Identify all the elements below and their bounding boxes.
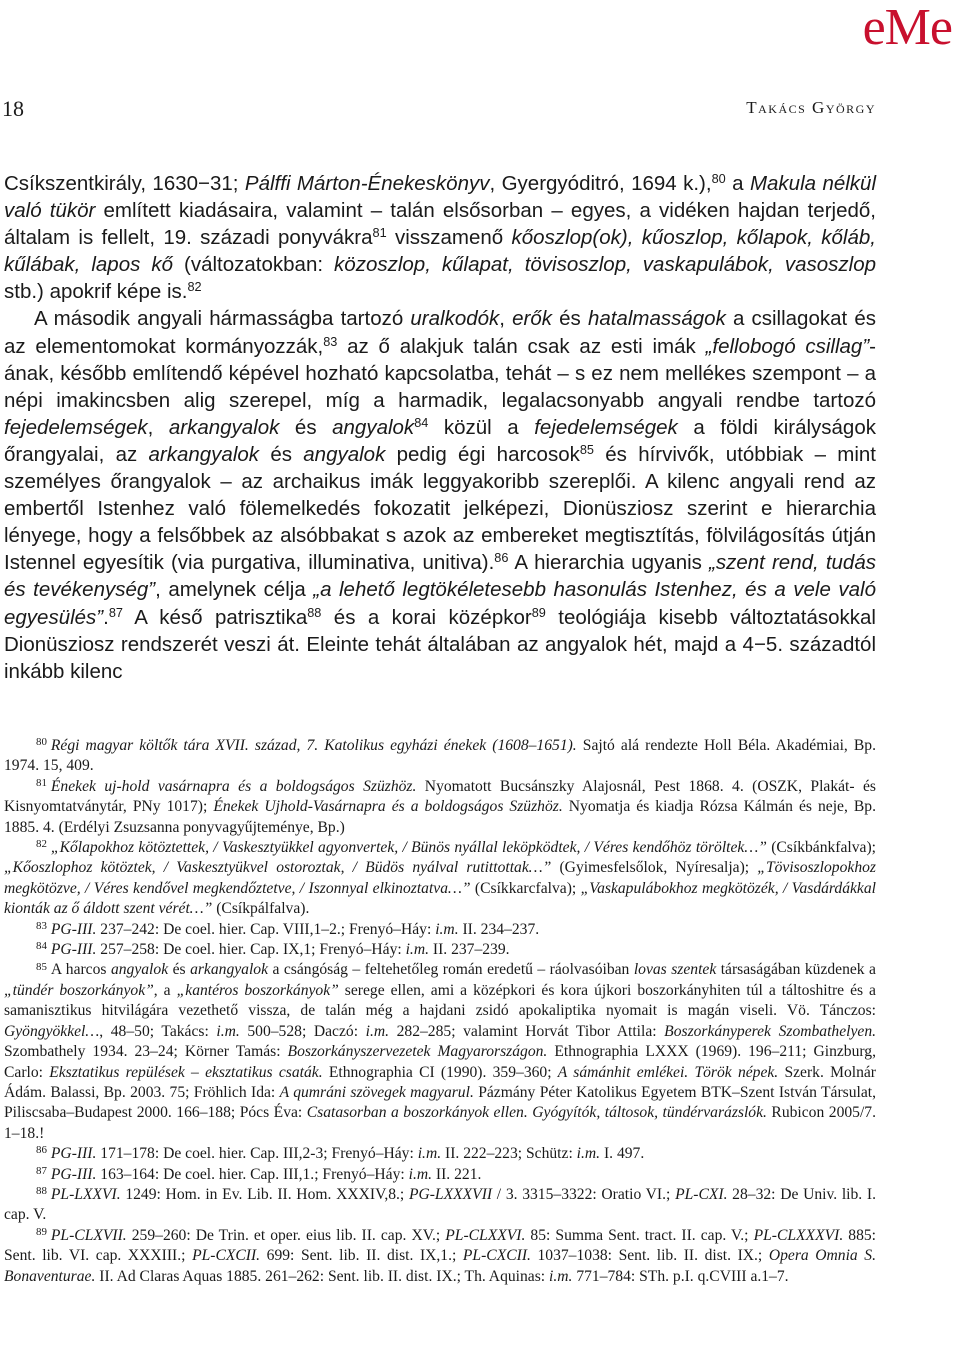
italic-text: „Tövisoszlopokhoz megkötözve, / Véres kendővel megkendőztetve, / Iszonnyal elkinoztatva…” — [4, 859, 876, 897]
text-run: I. 497. — [600, 1145, 645, 1163]
text-run: 259–260: De Trin. et oper. eius lib. II. cap. XV.; — [126, 1226, 446, 1244]
text-run: , a — [153, 981, 177, 999]
italic-text: Opera Omnia S. Bonaventurae. — [4, 1247, 876, 1285]
text-run: 28–32: De Univ. lib. I. cap. V. — [4, 1185, 876, 1224]
italic-text: PG-III. — [50, 941, 97, 959]
text-run: II. 237–239. — [428, 941, 510, 959]
text-run: serege ellen, ami a középkori és kora újkori boszorkányhiten túl a táltoshitre és a samanisztikus hitvilágára vezethető vissza, de talán még a hajdani zsidó apokaliptika nyomait is magán viseli. Vö. Tánczos: — [4, 981, 876, 1020]
footnote — [4, 838, 876, 920]
text-run: . — [103, 605, 109, 629]
footnote-number: 84 — [36, 940, 47, 953]
italic-text: Régi magyar költők tára XVII. század, 7. Katolikus egyházi énekek (1608–1651). — [50, 737, 577, 754]
text-run: és — [279, 415, 333, 439]
running-head-author: Takács György — [746, 98, 876, 117]
text-run: A harcos — [50, 961, 111, 979]
text-run: Csíkszentkirály, 1630−31; — [4, 172, 245, 195]
paragraph — [4, 170, 876, 305]
italic-text: Gyöngyökkel… — [4, 1022, 100, 1040]
text-run: -ának, később említendő képével hozható kapcsolatba, tehát – s ez nem mellékes szempont – a népi imakincsben alig szerepel, míg a harmadik, legalacsonyabb angyali rendbe tartozó — [4, 334, 876, 412]
text-run: Rubicon 2005/7. 1–18.! — [4, 1104, 876, 1142]
footnote — [4, 777, 876, 838]
footnote-ref: 87 — [108, 604, 123, 620]
footnote-number: 87 — [36, 1164, 47, 1177]
italic-text: PL-CLXXXVI. — [753, 1226, 844, 1244]
footnote-number: 85 — [36, 960, 47, 973]
italic-text: PL-CLXXVI. — [445, 1226, 526, 1244]
italic-text: PL-CLXVII. — [50, 1226, 127, 1244]
text-run: 163–164: De coel. hier. Cap. III,1.; Frenyó–Háy: — [96, 1165, 409, 1183]
footnote-ref: 80 — [711, 171, 726, 187]
text-run: Ethnographia CI (1990). 359–360; — [322, 1063, 558, 1081]
text-run: II. 221. — [432, 1165, 482, 1183]
text-run: , Gyergyóditró, 1694 k.), — [489, 172, 712, 195]
footnote-number: 88 — [36, 1185, 47, 1198]
footnote-number: 83 — [36, 919, 47, 932]
italic-text: Csatasorban a boszorkányok ellen. Gyógyítók, táltosok, tündérvarázslók. — [306, 1104, 767, 1122]
italic-text: Boszorkányszervezetek Magyarországon. — [287, 1043, 548, 1061]
text-run: 699: Sent. lib. II. dist. IX,1.; — [260, 1247, 463, 1265]
text-run: és — [259, 442, 304, 466]
text-run: és a korai középkor — [321, 605, 532, 629]
text-run: 237–242: De coel. hier. Cap. VIII,1–2.; Frenyó–Háy: — [96, 920, 436, 938]
text-run: Nyomatja és kiadja Rózsa Kálmán és neje, Bp. 1885. 4. (Erdélyi Zsuzsanna ponyvagyűjteménye, Bp.) — [4, 798, 876, 836]
italic-text: PL-CXCII. — [462, 1247, 531, 1265]
italic-text: PL-CXI. — [675, 1185, 728, 1203]
italic-text: PG-LXXXVII — [408, 1185, 493, 1203]
text-run: 885: Sent. lib. VI. cap. XXXIII.; — [4, 1226, 877, 1265]
italic-text: „tündér boszorkányok” — [4, 981, 154, 999]
text-run: A hierarchia ugyanis — [508, 551, 710, 575]
text-run: 282–285; valamint Horvát Tibor Attila: — [389, 1022, 665, 1040]
footnote — [4, 960, 876, 1144]
footnote — [4, 1185, 876, 1226]
text-run: pedig égi harcosok — [385, 442, 580, 466]
text-run: A második angyali hármasságba tartozó — [34, 307, 411, 331]
text-run: (Csíkbánkfalva); — [766, 839, 876, 857]
text-run: (változatokban: — [173, 253, 335, 277]
italic-text: PL-CXCII. — [192, 1247, 261, 1265]
main-text — [4, 170, 876, 685]
text-run: és — [552, 307, 588, 331]
footnote-ref: 88 — [307, 604, 322, 620]
text-run: Nyomatott Bucsánszky Alajosnál, Pest 1868. 4. (OSZK, Plakát- és Kisnyomtatványtár, PNy 1017); — [4, 777, 876, 816]
italic-text: Makula nélkül való tükör — [4, 172, 877, 223]
footnote — [4, 736, 876, 777]
italic-text: fejedelemségek — [534, 415, 678, 439]
text-run: , amelynek célja — [155, 578, 314, 602]
footnote — [4, 940, 876, 960]
footnote-number: 86 — [36, 1144, 47, 1157]
text-run: (Csíkpálfalva). — [212, 900, 310, 918]
italic-text: i.m. — [365, 1022, 390, 1040]
italic-text: „szent rend, tudás és tevékenység” — [4, 551, 876, 602]
footnote-number: 80 — [36, 736, 47, 749]
text-run: visszamenő — [386, 226, 512, 250]
italic-text: i.m. — [408, 1165, 433, 1183]
footnote-ref: 82 — [187, 279, 202, 295]
footnote-number: 89 — [36, 1225, 47, 1238]
text-run: (Gyimesfelsőlok, Nyíresalja); — [551, 859, 758, 877]
text-run: , — [499, 307, 513, 331]
text-run: 171–178: De coel. hier. Cap. III,2-3; Frenyó–Háy: — [96, 1145, 418, 1163]
italic-text: i.m. — [576, 1145, 601, 1163]
text-run: és — [168, 961, 191, 979]
italic-text: „Kőlapokhoz kötöztettek, / Vaskesztyükkel agyonvertek, / Bünös nyállal leköpködtek, / Véres kendőhöz töröltek…” — [50, 839, 767, 857]
footnote — [4, 1226, 876, 1287]
italic-text: Eksztatikus repülések – eksztatikus csaták. — [49, 1063, 323, 1081]
text-run: 1037–1038: Sent. lib. II. dist. IX.; — [530, 1247, 769, 1265]
text-run: Szombathely 1934. 23–24; Körner Tamás: — [4, 1043, 288, 1061]
footnote-number: 81 — [36, 776, 47, 789]
italic-text: angyalok — [332, 415, 415, 439]
italic-text: arkangyalok — [148, 442, 260, 466]
italic-text: Boszorkányperek Szombathelyen. — [664, 1022, 877, 1040]
italic-text: A sámánhit emlékei. Török népek. — [557, 1063, 779, 1081]
italic-text: „fellobogó csillag” — [705, 334, 870, 358]
text-run: stb.) apokrif képe is. — [4, 280, 188, 304]
text-run: Ethnographia LXXX (1969). 196–211; Ginzburg, Carlo: — [4, 1043, 876, 1081]
text-run: Pázmány Péter Katolikus Egyetem BTK–Szent István Társulat, Piliscsaba–Budapest 2000. 166–188; Pócs Éva: — [4, 1083, 877, 1122]
footnote-ref: 84 — [414, 414, 429, 430]
italic-text: Énekek Ujhold-Vasárnapra és a boldogságos Szüzhöz. — [213, 798, 563, 816]
italic-text: i.m. — [435, 920, 459, 938]
journal-logo: eMe — [862, 0, 952, 56]
text-run: (Csíkkarcfalva); — [470, 879, 581, 897]
paragraph — [4, 305, 876, 684]
italic-text: Pálffi Márton-Énekeskönyv — [244, 172, 490, 195]
italic-text: PL-LXXVI. — [50, 1185, 121, 1203]
text-run: teológiája kisebb változtatásokkal Dionüsziosz rendszerét veszi át. Eleinte tehát általában az angyalok hét, majd a 4−5. századtól inkább kilenc — [4, 605, 876, 683]
italic-text: Énekek uj-hold vasárnapra és a boldogságos Szüzhöz. — [50, 777, 417, 795]
italic-text: angyalok — [303, 442, 386, 466]
text-run: társaságában küzdenek a — [716, 961, 876, 979]
text-run: 500–528; Daczó: — [239, 1022, 366, 1040]
footnote — [4, 1144, 876, 1164]
text-run: közül a — [428, 415, 535, 439]
italic-text: i.m. — [417, 1145, 442, 1163]
footnote-ref: 86 — [494, 550, 509, 566]
italic-text: A qumráni szövegek magyarul. — [279, 1083, 474, 1101]
italic-text: arkangyalok — [190, 961, 269, 979]
italic-text: PG-III. — [50, 1145, 97, 1163]
text-run: az ő alakjuk talán csak az esti imák — [337, 334, 706, 358]
italic-text: „kantéros boszorkányok” — [176, 981, 339, 999]
footnote-ref: 89 — [531, 604, 546, 620]
italic-text: angyalok — [110, 961, 169, 979]
footnote-ref: 83 — [323, 333, 338, 349]
footnotes — [4, 736, 876, 1287]
page-number: 18 — [2, 96, 24, 121]
text-run: 85: Summa Sent. tract. II. cap. V.; — [525, 1226, 754, 1244]
italic-text: PG-III. — [50, 920, 97, 938]
text-run: II. 234–237. — [458, 920, 540, 938]
italic-text: közoszlop, kűlapat, tövisoszlop, vaskapulábok, vasoszlop — [334, 253, 877, 277]
text-run: 1249: Hom. in Ev. Lib. II. Hom. XXXIV,8.; — [120, 1185, 409, 1203]
italic-text: fejedelemségek — [4, 415, 148, 439]
text-run: említett kiadásaira, valamint – talán elsősorban – egyes, a vidéken hajdan terjedő, általam is fellelt, 19. századi ponyvákra — [4, 199, 876, 250]
text-run: Sajtó alá rendezte Holl Béla. Akadémiai, Bp. 1974. 15, 409. — [4, 737, 876, 775]
italic-text: „a lehető legtökéletesebb hasonulás Istenhez, és a vele való egyesülés” — [4, 578, 876, 629]
text-run: és hírvivők, utóbbiak – mint személyes őrangyalok – az archaikus imák leggyakoribb szereplői. A kilenc angyali rend az embertől Istenhez való fölemelkedés fokozatit jelképezi, Dionüsziosz szerint e hierarchia lényege, hogy a felsőbbek az alsóbbakat s azok az embereket megtisztítás, fölvilágosítás útján Istennel egyesítik (via purgativa, illuminativa, unitiva). — [4, 442, 876, 575]
footnote-ref: 81 — [372, 225, 387, 241]
italic-text: i.m. — [549, 1267, 573, 1285]
footnote — [4, 1165, 876, 1185]
text-run: a földi királyságok őrangyalai, az — [4, 415, 876, 466]
text-run: a — [725, 172, 750, 195]
text-run: a csángóság – feltehetőleg román eredetű – ráolvasóiban — [268, 961, 634, 979]
text-run: 257–258: De coel. hier. Cap. IX,1; Frenyó–Háy: — [96, 941, 406, 959]
italic-text: i.m. — [216, 1022, 240, 1040]
italic-text: „Vaskapulábokhoz megkötözék, / Vasdárdákkal kionták az ő áldott szent vérét…” — [4, 879, 876, 918]
italic-text: uralkodók — [410, 307, 500, 331]
italic-text: arkangyalok — [168, 415, 280, 439]
text-run: 771–784: STh. p.I. q.CVIII a.1–7. — [572, 1267, 789, 1285]
text-run: II. Ad Claras Aquas 1885. 261–262: Sent. lib. II. dist. IX.; Th. Aquinas: — [95, 1267, 550, 1285]
text-run: , 48–50; Takács: — [99, 1022, 217, 1040]
text-run: Szerk. Molnár Ádám. Balassi, Bp. 2003. 75; Fröhlich Ida: — [4, 1063, 876, 1101]
italic-text: „Kőoszlophoz kötöztek, / Vaskesztyükvel ostoroztak, / Büdös nyálval rutittottak…” — [4, 859, 552, 877]
footnote-number: 82 — [36, 838, 47, 851]
text-run: A késő patrisztika — [122, 605, 308, 629]
text-run: a csillagokat és az elementomokat kormányozzák, — [4, 307, 876, 358]
footnote — [4, 920, 876, 940]
text-run: II. 222–223; Schütz: — [441, 1145, 577, 1163]
italic-text: lovas szentek — [633, 961, 717, 979]
italic-text: i.m. — [405, 941, 429, 959]
footnote-ref: 85 — [579, 441, 594, 457]
italic-text: kőoszlop(ok), kűoszlop, kőlapok, kőláb, kűlábak, lapos kő — [4, 226, 876, 277]
text-run: / 3. 3315–3322: Oratio VI.; — [492, 1185, 676, 1203]
italic-text: erők — [512, 307, 553, 331]
italic-text: PG-III. — [50, 1165, 97, 1183]
text-run: , — [147, 415, 169, 439]
italic-text: hatalmasságok — [587, 307, 726, 331]
